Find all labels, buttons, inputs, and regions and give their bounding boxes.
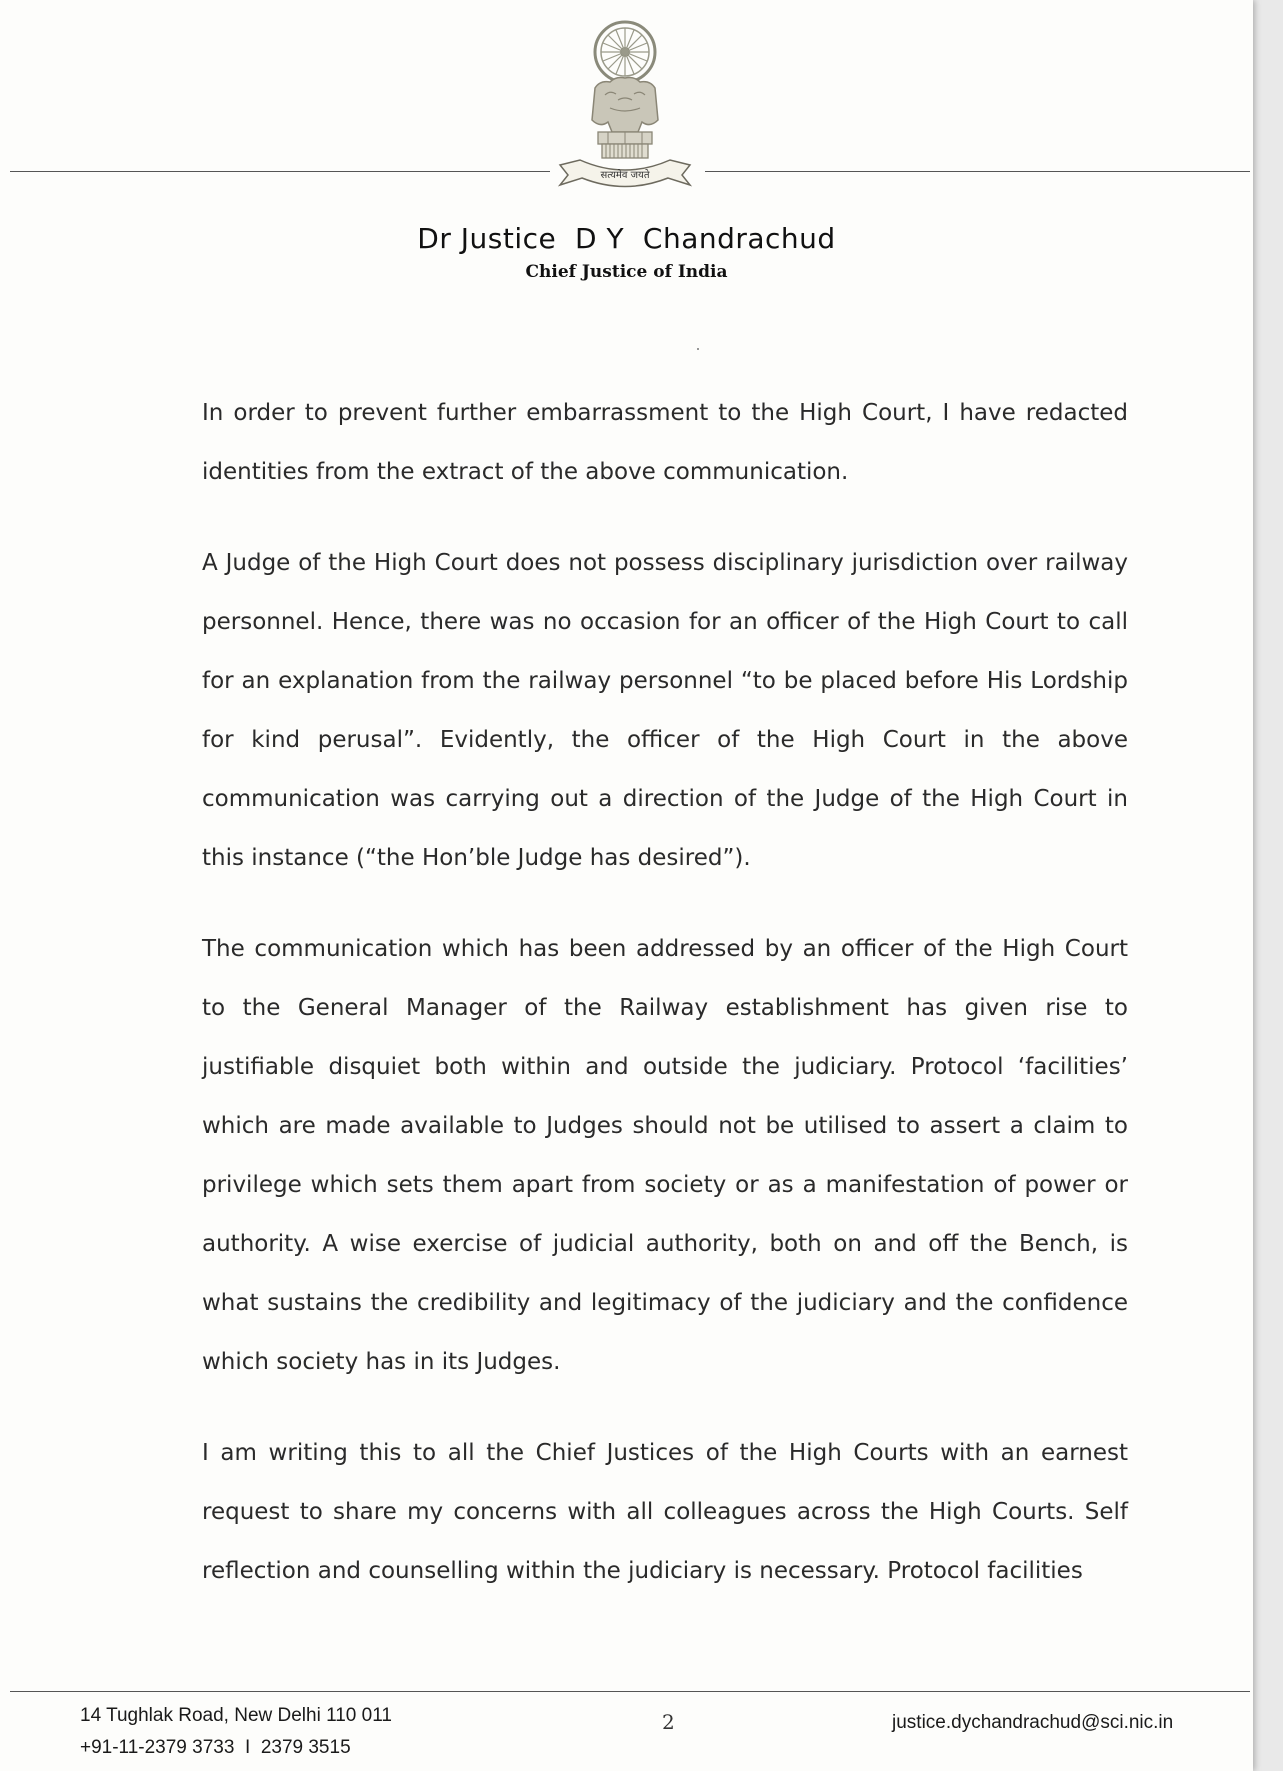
scan-speck xyxy=(697,348,699,350)
paragraph: I am writing this to all the Chief Justices of the High Courts with an earnest request to share my concerns with all colleagues across the High Courts. Self reflection and counselling within the judiciary is necessary. Protocol facilities xyxy=(202,1440,1128,1584)
footer-email: justice.dychandrachud@sci.nic.in xyxy=(892,1712,1174,1733)
sender-name: Dr Justice D Y Chandrachud xyxy=(417,222,836,255)
paragraph: In order to prevent further embarrassment to the High Court, I have redacted identities from the extract of the above communication. xyxy=(202,400,1128,485)
paragraph: The communication which has been addressed by an officer of the High Court to the General Manager of the Railway establishment has given rise to justifiable disquiet both within and outside the judiciary. Protocol ‘facilities’ which are made available to Judges should not be utilised to assert a claim to privilege which sets them apart from society or as a manifestation of power or authority. A wise exercise of judicial authority, both on and off the Bench, is what sustains the credibility and legitimacy of the judiciary and the confidence which society has in its Judges. xyxy=(202,936,1128,1375)
page-number: 2 xyxy=(662,1710,675,1734)
letterhead-rule-left xyxy=(10,171,550,172)
footer-contact xyxy=(80,1700,392,1764)
footer-rule xyxy=(10,1691,1250,1692)
emblem-motto: सत्यमेव जयते xyxy=(600,170,650,181)
sender-title: Chief Justice of India xyxy=(525,262,728,282)
national-emblem-icon xyxy=(550,10,700,190)
letterhead-rule-right xyxy=(705,171,1250,172)
footer-phone: +91-11-2379 3733 I 2379 3515 xyxy=(80,1737,351,1758)
paragraph: A Judge of the High Court does not possess disciplinary jurisdiction over railway personnel. Hence, there was no occasion for an officer of the High Court to call for an explanation from the railway personnel “to be placed before His Lordship for kind perusal”. Evidently, the officer of the High Court in the above communication was carrying out a direction of the Judge of the High Court in this instance (“the Hon’ble Judge has desired”). xyxy=(202,550,1128,871)
footer-address: 14 Tughlak Road, New Delhi 110 011 xyxy=(80,1705,392,1726)
letter-body xyxy=(202,384,1128,1633)
